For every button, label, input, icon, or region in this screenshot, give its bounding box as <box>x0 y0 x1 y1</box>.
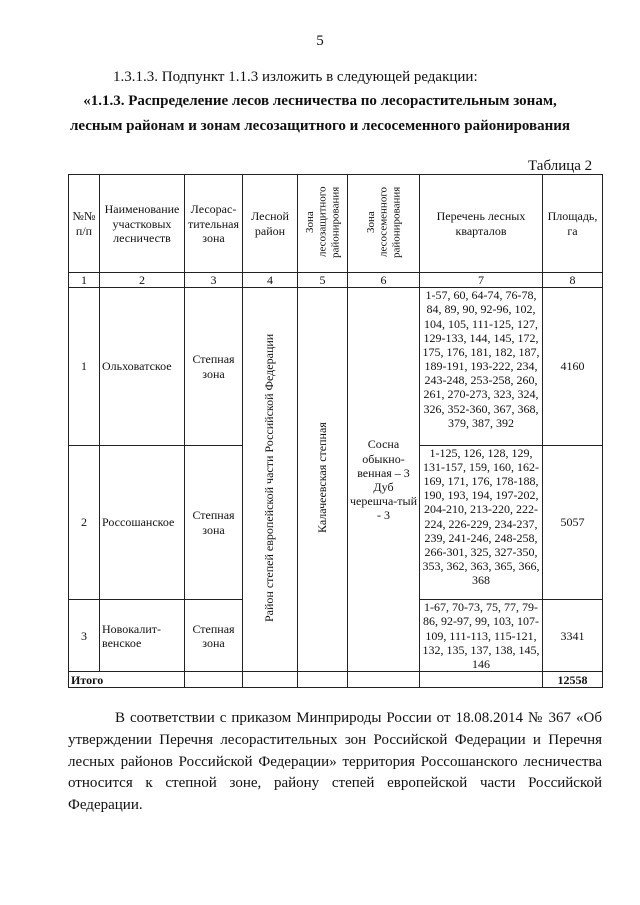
row-quarters: 1-125, 126, 128, 129, 131-157, 159, 160, 162-169, 171, 176, 178-188, 190, 193, 194, 197-202, 204-210, 213-220, 222-224, 226-229, 234-237, 239, 241-246, 248-258, 266-301, 325, 327-350, 353, 362, 363, 365, 366, 368 <box>420 445 543 599</box>
column-number: 7 <box>420 273 543 288</box>
total-row <box>69 672 603 688</box>
row-zone: Степная зона <box>185 600 243 672</box>
column-number: 1 <box>69 273 100 288</box>
section-title-line-2: лесным районам и зонам лесозащитного и лесосеменного районирования <box>69 118 571 134</box>
header-seed-zone-cell <box>348 175 420 273</box>
header-seed-zone: Зона лесосеменного районирования <box>364 186 402 258</box>
body-paragraph: В соответствии с приказом Минприроды России от 18.08.2014 № 367 «Об утверждении Перечня лесорастительных зон Российской Федерации и Перечня лесных районов Российской Федерации» территория Россошанского лесничества относится к степной зоне, району степей европейской части Российской Федерации. <box>68 710 602 813</box>
table-header-row <box>69 175 603 273</box>
empty-cell <box>243 672 298 688</box>
row-quarters: 1-67, 70-73, 75, 77, 79-86, 92-97, 99, 103, 107-109, 111-113, 115-121, 132, 135, 137, 138, 145, 146 <box>420 600 543 672</box>
header-protect-zone-cell <box>298 175 348 273</box>
page-number: 5 <box>316 33 324 49</box>
row-num: 2 <box>69 445 100 599</box>
merged-region-cell <box>243 288 298 672</box>
merged-protect-zone: Калачеевская степная <box>314 422 329 534</box>
row-name: Ольховатское <box>100 288 185 445</box>
table-row <box>69 288 603 445</box>
row-num: 1 <box>69 288 100 445</box>
header-zone: Лесорас-тительная зона <box>185 175 243 273</box>
header-name: Наименование участковых лесничеств <box>100 175 185 273</box>
column-number-row <box>69 273 603 288</box>
column-number: 5 <box>298 273 348 288</box>
empty-cell <box>298 672 348 688</box>
row-name: Новокалит-венское <box>100 600 185 672</box>
row-zone: Степная зона <box>185 445 243 599</box>
header-protect-zone: Зона лесозащитного районирования <box>303 186 341 258</box>
column-number: 6 <box>348 273 420 288</box>
empty-cell <box>420 672 543 688</box>
total-label: Итого <box>69 672 185 688</box>
row-name: Россошанское <box>100 445 185 599</box>
merged-protect-zone-cell <box>298 288 348 672</box>
table-caption: Таблица 2 <box>528 158 593 174</box>
column-number: 8 <box>543 273 603 288</box>
column-number: 3 <box>185 273 243 288</box>
column-number: 4 <box>243 273 298 288</box>
empty-cell <box>348 672 420 688</box>
header-num: №№ п/п <box>69 175 100 273</box>
row-area: 4160 <box>543 288 603 445</box>
header-area: Площадь, га <box>543 175 603 273</box>
header-quarters: Перечень лесных кварталов <box>420 175 543 273</box>
row-quarters: 1-57, 60, 64-74, 76-78, 84, 89, 90, 92-96, 102, 104, 105, 111-125, 127, 129-133, 144, 145, 172, 175, 176, 181, 182, 187, 189-191, 193-222, 234, 243-248, 253-258, 260, 261, 270-273, 323, 324, 326, 352-360, 367, 368, 379, 387, 392 <box>420 288 543 445</box>
total-area: 12558 <box>543 672 603 688</box>
empty-cell <box>185 672 243 688</box>
sub-clause-text: 1.3.1.3. Подпункт 1.1.3 изложить в следующей редакции: <box>113 69 478 85</box>
merged-region: Район степей европейской части Российской Федерации <box>262 334 277 623</box>
row-area: 5057 <box>543 445 603 599</box>
row-zone: Степная зона <box>185 288 243 445</box>
row-num: 3 <box>69 600 100 672</box>
forest-distribution-table <box>68 174 603 688</box>
column-number: 2 <box>100 273 185 288</box>
merged-seed-zone: Сосна обыкно-венная – 3 Дуб черешча-тый - 3 <box>348 288 420 672</box>
section-title-line-1: «1.1.3. Распределение лесов лесничества по лесорастительным зонам, <box>83 93 557 109</box>
header-region: Лесной район <box>243 175 298 273</box>
row-area: 3341 <box>543 600 603 672</box>
